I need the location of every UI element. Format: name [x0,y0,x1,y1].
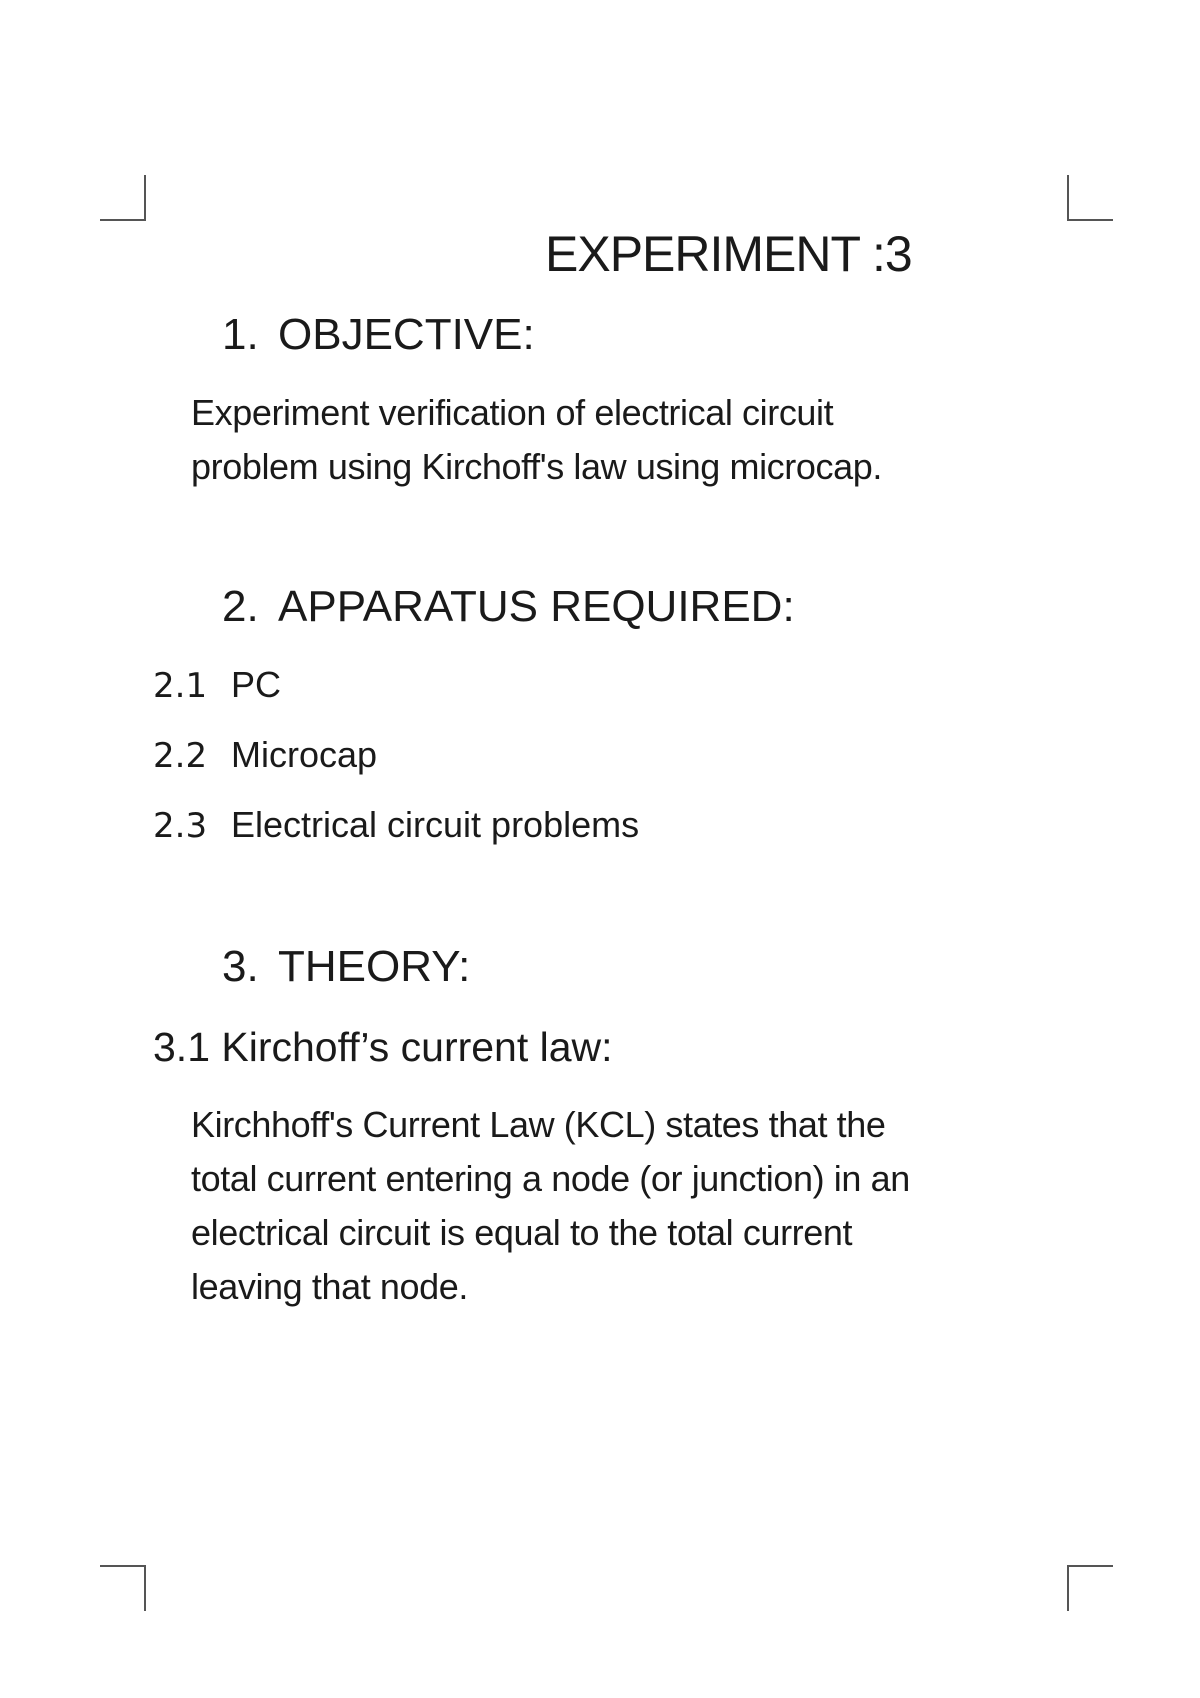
section-heading-apparatus [222,582,795,632]
apparatus-item [153,664,281,706]
item-number: 2.3 [153,806,208,846]
section-number: 2. [222,582,259,631]
item-label: PC [231,664,282,705]
apparatus-item [153,804,639,846]
item-number: 2.1 [153,666,208,706]
item-label: Electrical circuit problems [231,804,640,845]
apparatus-item [153,734,377,776]
item-label: Microcap [231,734,378,775]
document-title: EXPERIMENT :3 [545,226,912,282]
crop-mark-top-left [100,175,146,221]
kcl-paragraph: Kirchhoff's Current Law (KCL) states that the total current entering a node (or junction) in an electrical circuit is equal to the total current leaving that node. [191,1104,910,1307]
section-heading-objective [222,310,535,360]
crop-mark-top-right [1067,175,1113,221]
subsection-heading-kcl: 3.1 Kirchoff’s current law: [153,1024,613,1070]
section-title: APPARATUS REQUIRED: [278,582,795,631]
section-title: THEORY: [278,942,471,991]
objective-paragraph: Experiment verification of electrical circuit problem using Kirchoff's law using microcap. [191,392,882,487]
section-number: 1. [222,310,259,359]
item-number: 2.2 [153,736,208,776]
crop-mark-bottom-right [1067,1565,1113,1611]
crop-mark-bottom-left [100,1565,146,1611]
section-title: OBJECTIVE: [278,310,535,359]
section-number: 3. [222,942,259,991]
section-heading-theory [222,942,470,992]
